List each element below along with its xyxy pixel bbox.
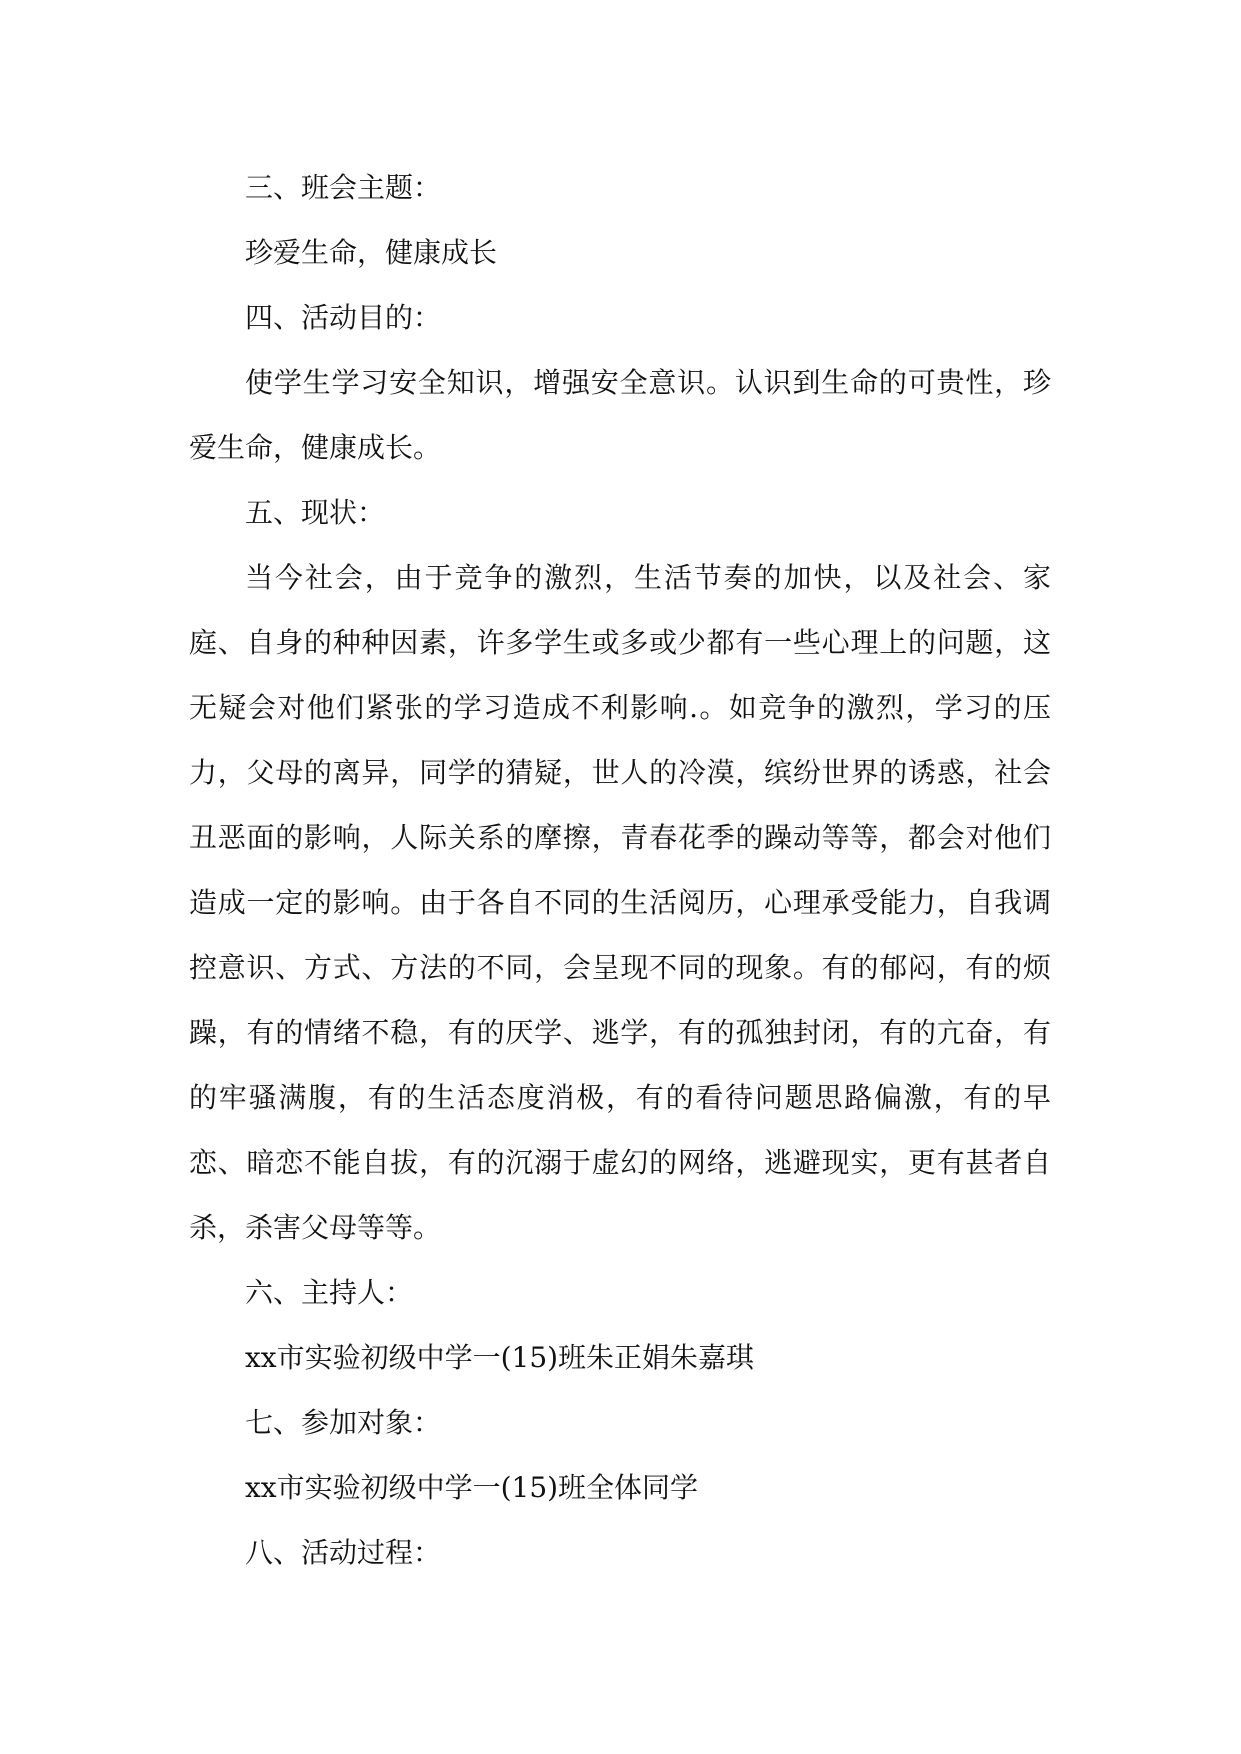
section-heading-host: 六、主持人： (245, 1276, 414, 1309)
section-heading-process: 八、活动过程： (245, 1536, 442, 1569)
section-heading-participants: 七、参加对象： (245, 1406, 442, 1439)
section-heading-purpose: 四、活动目的： (245, 301, 442, 334)
status-text: 当今社会，由于竞争的激烈，生活节奏的加快，以及社会、家庭、自身的种种因素，许多学生或多或少都有一些心理上的问题，这无疑会对他们紧张的学习造成不利影响.。如竞争的激烈，学习的压力，父母的离异，同学的猜疑，世人的冷漠，缤纷世界的诱惑，社会丑恶面的影响，人际关系的摩擦，青春花季的躁动等等，都会对他们造成一定的影响。由于各自不同的生活阅历，心理承受能力，自我调控意识、方式、方法的不同，会呈现不同的现象。有的郁闷，有的烦躁，有的情绪不稳，有的厌学、逃学，有的孤独封闭，有的亢奋，有的牢骚满腹，有的生活态度消极，有的看待问题思路偏激，有的早恋、暗恋不能自拔，有的沉溺于虚幻的网络，逃避现实，更有甚者自杀，杀害父母等等。 (189, 561, 1051, 1244)
participants-text: xx市实验初级中学一(15)班全体同学 (245, 1471, 699, 1504)
theme-text: 珍爱生命，健康成长 (245, 236, 498, 269)
host-text: xx市实验初级中学一(15)班朱正娟朱嘉琪 (245, 1341, 755, 1374)
section-heading-status: 五、现状： (245, 496, 386, 529)
purpose-text: 使学生学习安全知识，增强安全意识。认识到生命的可贵性，珍爱生命，健康成长。 (189, 366, 1051, 464)
section-heading-theme: 三、班会主题： (245, 171, 442, 204)
document-body (189, 155, 1051, 1585)
